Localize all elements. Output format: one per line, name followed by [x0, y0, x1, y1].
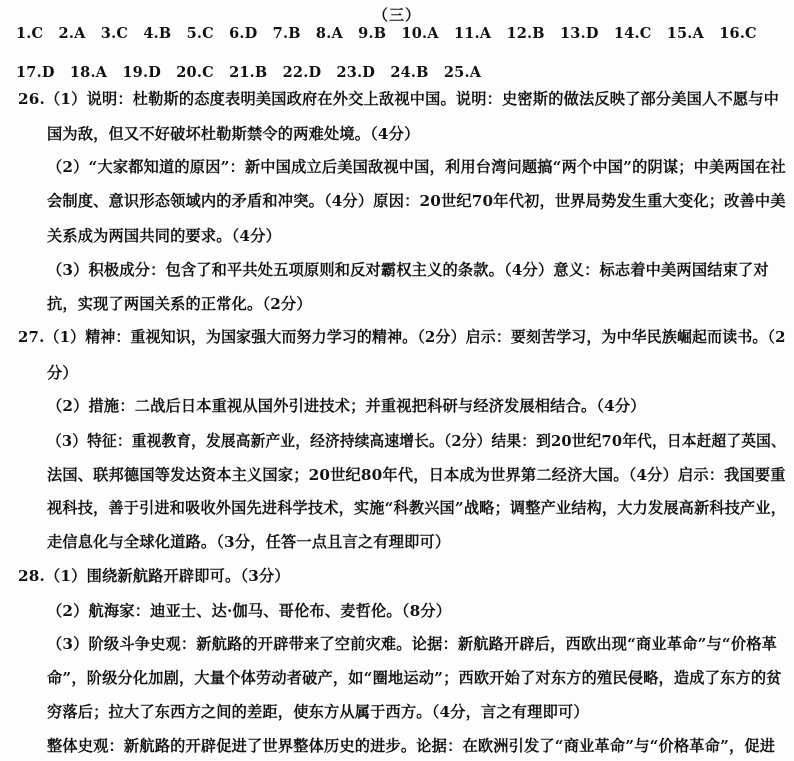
- choice-answer: 25.A: [443, 64, 482, 81]
- q28-line-1: 28.（1）围绕新航路开辟即可。（3分）: [18, 567, 290, 585]
- q27-line-2: 分）: [47, 364, 78, 382]
- q26-line-7: 抗，实现了两国关系的正常化。（2分）: [47, 295, 312, 313]
- choice-answer: 2.A: [58, 25, 86, 42]
- choice-answer: 12.B: [506, 25, 545, 42]
- q28-line-3: （3）阶级斗争史观：新航路的开辟带来了空前灾难。论据：新航路开辟后，西欧出现“商业革命”与“价格革: [47, 635, 778, 653]
- choice-answer: 24.B: [390, 64, 429, 81]
- q28-line-5: 穷落后；拉大了东西方之间的差距，使东方从属于西方。（4分，言之有理即可）: [47, 703, 589, 721]
- choice-answer: 7.B: [272, 25, 301, 42]
- choice-answer: 6.D: [229, 25, 258, 42]
- choice-answer: 19.D: [122, 64, 161, 81]
- choice-answers-row-2: [16, 64, 491, 81]
- q27-line-4: （3）特征：重视教育，发展高新产业，经济持续高速增长。（2分）结果：到20世纪70年代，日本赶超了英国、: [47, 432, 786, 450]
- q28-line-4: 命”，阶级分化加剧，大量个体劳动者破产，如“圈地运动”；西欧开始了对东方的殖民侵略，造成了东方的贫: [47, 669, 782, 687]
- choice-answer: 11.A: [453, 25, 492, 42]
- q27-line-6: 视科技，善于引进和吸收外国先进科学技术，实施“科教兴国”战略；调整产业结构，大力发展高新科技产业，: [47, 499, 787, 517]
- choice-answer: 9.B: [358, 25, 387, 42]
- q28-line-2: （2）航海家：迪亚士、达·伽马、哥伦布、麦哲伦。（8分）: [47, 602, 452, 620]
- q27-line-3: （2）措施：二战后日本重视从国外引进技术；并重视把科研与经济发展相结合。（4分）: [47, 397, 646, 415]
- choice-answer: 23.D: [336, 64, 376, 81]
- q28-line-6: 整体史观：新航路的开辟促进了世界整体历史的进步。论据：在欧洲引发了“商业革命”与“价格革命”，促进: [47, 737, 776, 755]
- section-header: （三）: [372, 6, 421, 24]
- q26-line-4: 会制度、意识形态领域内的矛盾和冲突。（4分）原因：20世纪70年代初，世界局势发生重大变化；改善中美: [47, 192, 786, 210]
- choice-answer: 4.B: [143, 25, 172, 42]
- choice-answers-row-1: [16, 25, 767, 42]
- choice-answer: 21.B: [229, 64, 268, 81]
- choice-answer: 8.A: [315, 25, 343, 42]
- choice-answer: 20.C: [176, 64, 214, 81]
- q26-line-2: 国为敌，但又不好破坏杜勒斯禁令的两难处境。（4分）: [47, 125, 420, 143]
- choice-answer: 22.D: [282, 64, 322, 81]
- choice-answer: 18.A: [69, 64, 108, 81]
- choice-answer: 1.C: [16, 25, 44, 42]
- choice-answer: 13.D: [560, 25, 599, 42]
- q27-line-5: 法国、联邦德国等发达资本主义国家；20世纪80年代，日本成为世界第二经济大国。（4分）启示：我国要重: [47, 466, 786, 484]
- q26-line-3: （2）“大家都知道的原因”：新中国成立后美国敌视中国，利用台湾问题搞“两个中国”的阴谋；中美两国在社: [47, 158, 786, 176]
- choice-answer: 16.C: [719, 25, 757, 42]
- choice-answer: 15.A: [666, 25, 704, 42]
- choice-answer: 5.C: [186, 25, 214, 42]
- choice-answer: 17.D: [16, 64, 55, 81]
- q27-line-7: 走信息化与全球化道路。（3分，任答一点且言之有理即可）: [47, 533, 451, 551]
- choice-answer: 14.C: [613, 25, 652, 42]
- q27-line-1: 27.（1）精神：重视知识，为国家强大而努力学习的精神。（2分）启示：要刻苦学习，为中华民族崛起而读书。（2: [18, 328, 786, 346]
- q26-line-1: 26.（1）说明：杜勒斯的态度表明美国政府在外交上敌视中国。说明：史密斯的做法反映了部分美国人不愿与中: [18, 90, 780, 108]
- choice-answer: 3.C: [100, 25, 129, 42]
- q26-line-6: （3）积极成分：包含了和平共处五项原则和反对霸权主义的条款。（4分）意义：标志着中美两国结束了对: [47, 261, 769, 279]
- q26-line-5: 关系成为两国共同的要求。（4分）: [47, 227, 281, 245]
- choice-answer: 10.A: [401, 25, 439, 42]
